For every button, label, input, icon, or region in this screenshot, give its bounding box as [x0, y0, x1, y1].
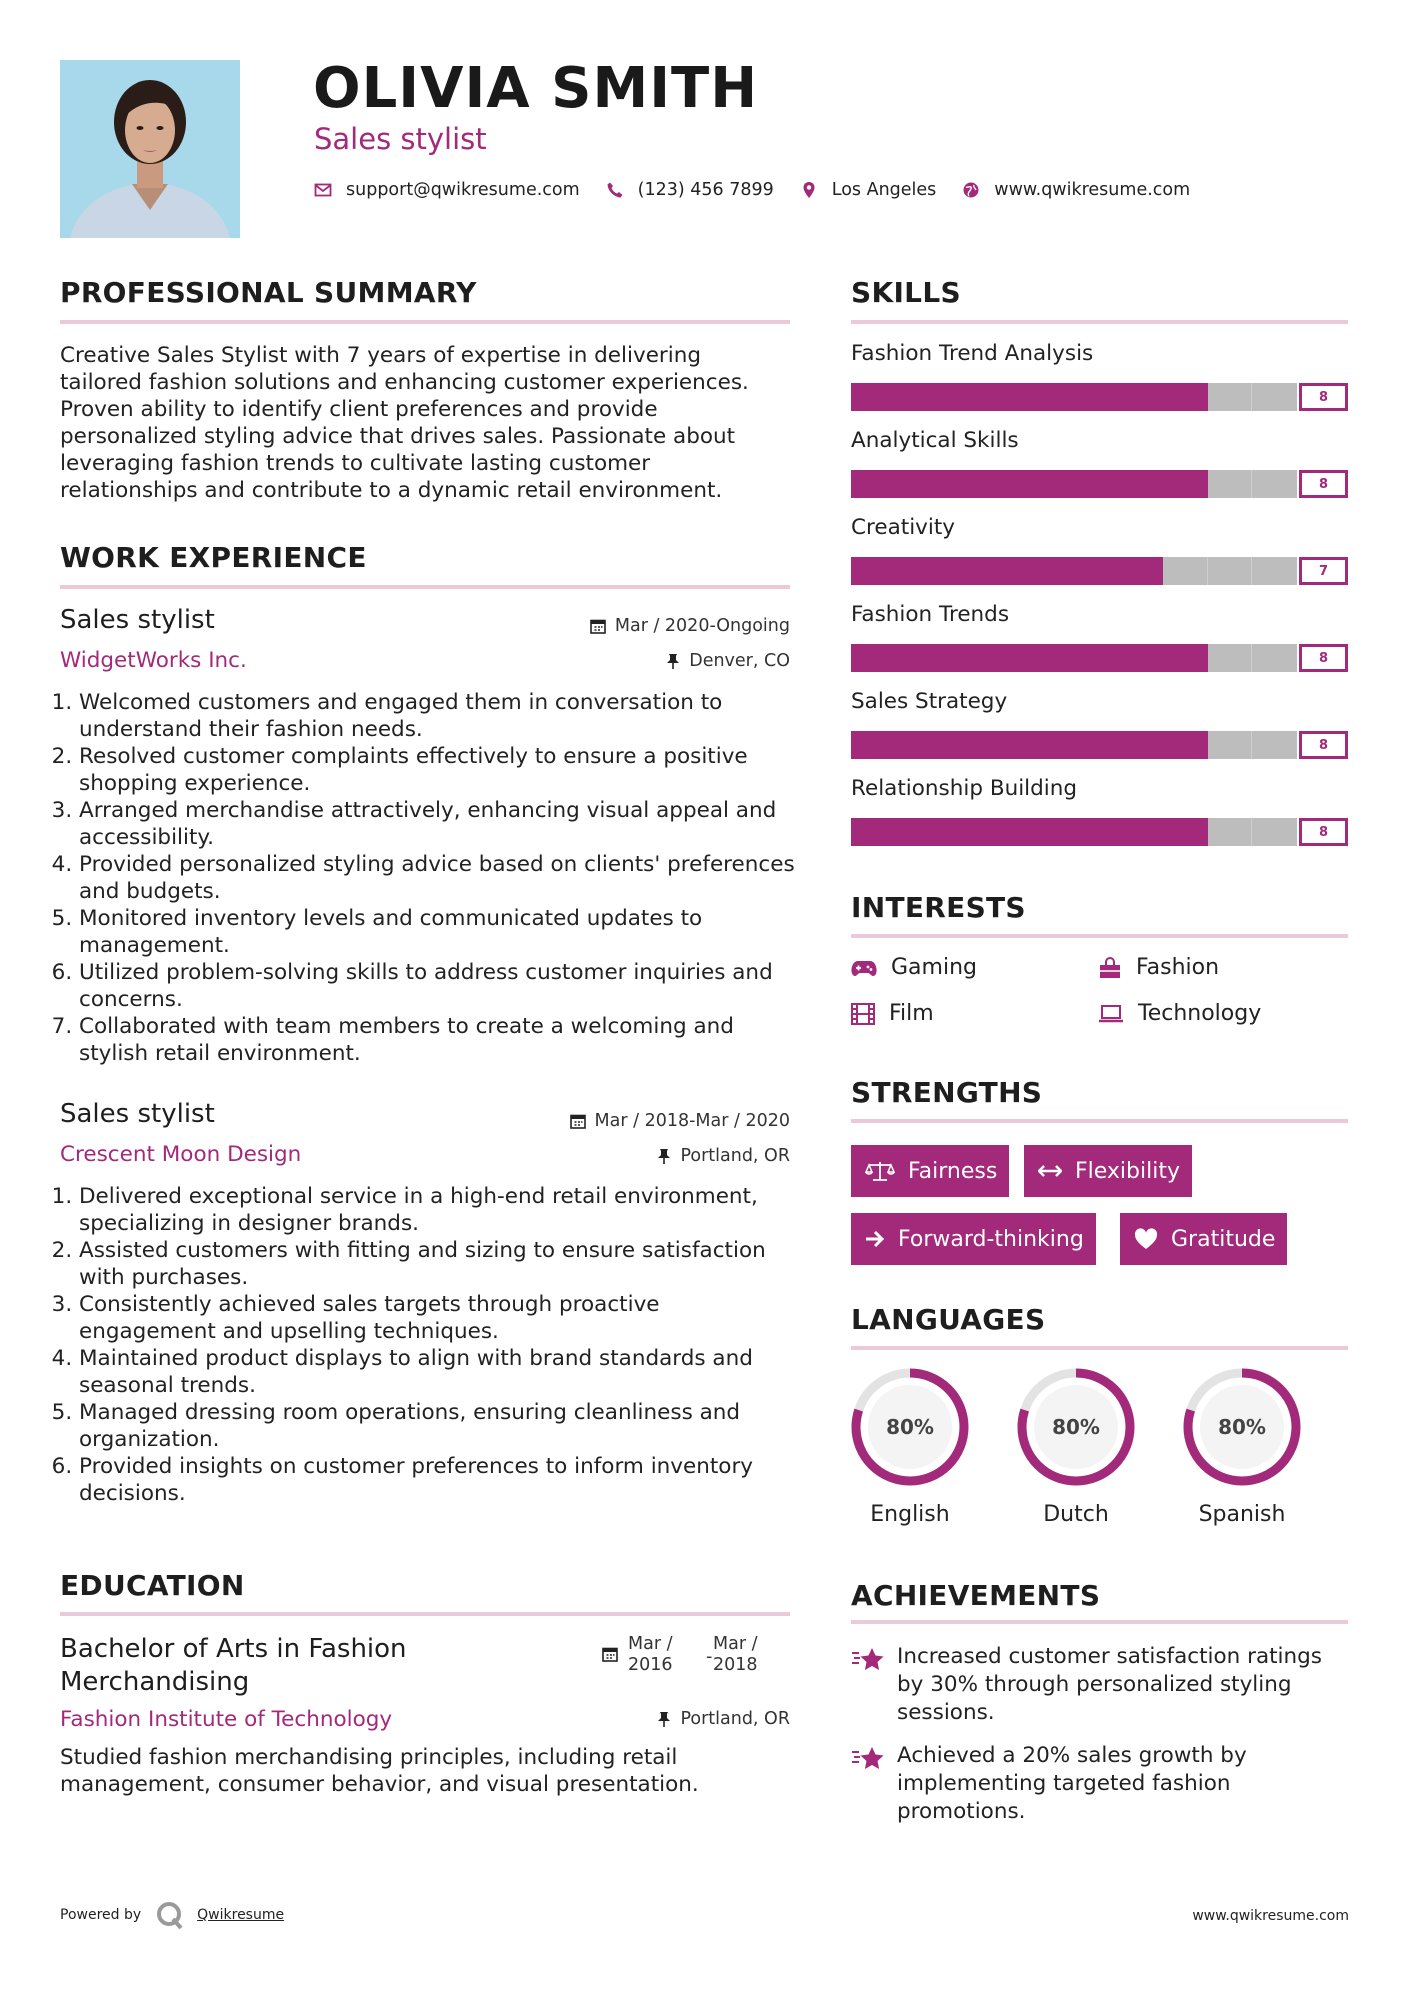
- skill-bar-segment: [851, 557, 896, 585]
- list-item: 3. Arranged merchandise attractively, enhancing visual appeal and accessibility.: [79, 797, 798, 851]
- degree-line: Merchandising: [60, 1667, 250, 1697]
- skill-score: 8: [1299, 731, 1348, 759]
- skill-bar-segment: [1163, 557, 1208, 585]
- skill-bar-segment: [896, 557, 941, 585]
- star-badge-icon: [851, 1647, 885, 1673]
- powered-by-text: Powered by: [60, 1907, 142, 1923]
- education-end-date: [713, 1634, 758, 1676]
- education-location-text: Portland, OR: [680, 1709, 790, 1729]
- contact-location: [800, 180, 937, 200]
- skill-bar-segment: [1074, 731, 1119, 759]
- skill-bar-segment: [1252, 557, 1297, 585]
- skill-bar-segment: [1029, 818, 1074, 846]
- strength-label: Gratitude: [1171, 1226, 1276, 1252]
- interest-label: Fashion: [1136, 955, 1220, 980]
- phone-text: (123) 456 7899: [637, 180, 774, 200]
- candidate-title: Sales stylist: [314, 122, 487, 156]
- education-line: management, consumer behavior, and visual presentation.: [60, 1772, 699, 1797]
- interest-label: Technology: [1138, 1001, 1262, 1026]
- summary-heading: PROFESSIONAL SUMMARY: [60, 276, 477, 309]
- arrow-right-icon: [865, 1230, 885, 1248]
- strength-gratitude: [1120, 1213, 1287, 1265]
- education-date-icon: [602, 1646, 618, 1666]
- list-item: 6. Utilized problem-solving skills to address customer inquiries and concerns.: [79, 959, 798, 1013]
- summary-line: relationships and contribute to a dynamic retail environment.: [60, 478, 723, 503]
- skill-bar-segment: [1163, 470, 1208, 498]
- skill-bar: [851, 818, 1297, 846]
- skill-bar: [851, 644, 1297, 672]
- job-location: [666, 651, 790, 671]
- skill-bar-segment: [1208, 557, 1253, 585]
- summary-line: tailored fashion solutions and enhancing customer experiences.: [60, 370, 749, 395]
- skill-name: Fashion Trend Analysis: [851, 341, 1094, 366]
- skill-bar: [851, 470, 1297, 498]
- list-item: 1. Delivered exceptional service in a high-end retail environment, specializing in designer brands.: [79, 1183, 798, 1237]
- skill-bar-segment: [1119, 470, 1164, 498]
- language-ring-graphic: [848, 1365, 972, 1489]
- heart-icon: [1134, 1228, 1158, 1250]
- skill-bar-segment: [1252, 818, 1297, 846]
- achievement-line: promotions.: [897, 1799, 1026, 1824]
- achievement-item: [851, 1643, 1351, 1733]
- skill-score: 8: [1299, 818, 1348, 846]
- languages-heading: LANGUAGES: [851, 1303, 1046, 1336]
- date-part: 2016: [628, 1655, 673, 1675]
- degree-title: [60, 1633, 407, 1699]
- skill-bar-segment: [985, 731, 1030, 759]
- skill-bar-segment: [1029, 557, 1074, 585]
- skill-bar-segment: [851, 731, 896, 759]
- job-duties: [53, 1183, 798, 1507]
- interest-technology: [1098, 1001, 1261, 1026]
- language-name: Spanish: [1198, 1502, 1286, 1527]
- skill-bar-segment: [1252, 470, 1297, 498]
- strength-label: Fairness: [908, 1158, 998, 1184]
- list-item: 3. Consistently achieved sales targets through proactive engagement and upselling techniques.: [79, 1291, 798, 1345]
- candidate-name: OLIVIA SMITH: [313, 56, 759, 121]
- list-item: 5. Managed dressing room operations, ensuring cleanliness and organization.: [79, 1399, 798, 1453]
- contact-phone[interactable]: [606, 180, 774, 200]
- date-part: 2018: [713, 1655, 758, 1675]
- skill-bar-segment: [1252, 731, 1297, 759]
- interests-heading: INTERESTS: [851, 891, 1026, 924]
- language-percent: 80%: [886, 1415, 934, 1439]
- interests-rule: [851, 934, 1348, 938]
- skill-bar-segment: [896, 383, 941, 411]
- job-date: [570, 1111, 790, 1131]
- list-item: 4. Provided personalized styling advice based on clients' preferences and budgets.: [79, 851, 798, 905]
- summary-text: [60, 342, 800, 504]
- languages-rule: [851, 1346, 1348, 1350]
- gamepad-icon: [851, 959, 877, 977]
- film-icon: [851, 1003, 875, 1025]
- achievement-line: implementing targeted fashion: [897, 1771, 1231, 1796]
- interest-gaming: [851, 955, 977, 980]
- skill-bar-segment: [1074, 818, 1119, 846]
- skill-bar-segment: [1119, 383, 1164, 411]
- skill-score: 8: [1299, 383, 1348, 411]
- email-text: support@qwikresume.com: [346, 180, 580, 200]
- job-company: Crescent Moon Design: [60, 1142, 302, 1167]
- education-heading: EDUCATION: [60, 1569, 245, 1602]
- skill-bar-segment: [1163, 644, 1208, 672]
- list-item: 1. Welcomed customers and engaged them in conversation to understand their fashion needs.: [79, 689, 798, 743]
- strength-fairness: [851, 1145, 1009, 1197]
- interest-film: [851, 1001, 934, 1026]
- list-item: 7. Collaborated with team members to create a welcoming and stylish retail environment.: [79, 1013, 798, 1067]
- strength-label: Flexibility: [1075, 1158, 1180, 1184]
- skill-bar-segment: [1074, 557, 1119, 585]
- date-part: Mar /: [628, 1634, 673, 1654]
- skill-score: 8: [1299, 644, 1348, 672]
- achievement-item: [851, 1742, 1351, 1832]
- skill-bar-segment: [1252, 383, 1297, 411]
- balance-scale-icon: [865, 1160, 895, 1182]
- skill-bar-segment: [985, 470, 1030, 498]
- education-start-date: [628, 1634, 673, 1676]
- map-pin-icon: [800, 181, 818, 199]
- skills-heading: SKILLS: [851, 276, 961, 309]
- footer-website[interactable]: www.qwikresume.com: [1192, 1908, 1349, 1924]
- list-item: 6. Provided insights on customer preferences to inform inventory decisions.: [79, 1453, 798, 1507]
- achievement-line: sessions.: [897, 1700, 995, 1725]
- language-ring-graphic: [1180, 1365, 1304, 1489]
- education-description: [60, 1744, 800, 1798]
- strength-label: Forward-thinking: [898, 1226, 1084, 1252]
- language-ring: [848, 1365, 972, 1489]
- footer-brand-link[interactable]: Qwikresume: [197, 1907, 285, 1923]
- website-text: www.qwikresume.com: [994, 180, 1191, 200]
- skill-bar-segment: [1119, 731, 1164, 759]
- skill-bar: [851, 557, 1297, 585]
- skill-bar-segment: [1208, 644, 1253, 672]
- job-date-text: Mar / 2018-Mar / 2020: [594, 1111, 790, 1131]
- strength-forward-thinking: [851, 1213, 1096, 1265]
- skill-bar-segment: [940, 731, 985, 759]
- list-item: 5. Monitored inventory levels and communicated updates to management.: [79, 905, 798, 959]
- education-location: [657, 1709, 790, 1729]
- skill-name: Sales Strategy: [851, 689, 1008, 714]
- language-ring-graphic: [1014, 1365, 1138, 1489]
- strength-flexibility: [1024, 1145, 1192, 1197]
- qwikresume-logo-icon: [155, 1900, 185, 1930]
- achievement-line: Increased customer satisfaction ratings: [897, 1644, 1323, 1669]
- skill-bar-segment: [1029, 644, 1074, 672]
- contact-email[interactable]: [314, 180, 580, 200]
- skill-bar-segment: [1119, 644, 1164, 672]
- skill-bar-segment: [985, 818, 1030, 846]
- summary-line: Creative Sales Stylist with 7 years of expertise in delivering: [60, 343, 702, 368]
- language-ring: [1014, 1365, 1138, 1489]
- pushpin-icon: [666, 653, 680, 669]
- skill-bar-segment: [1163, 731, 1208, 759]
- skill-bar-segment: [1163, 818, 1208, 846]
- achievement-text: [897, 1643, 1347, 1727]
- skill-bar-segment: [1119, 557, 1164, 585]
- skill-score: 7: [1299, 557, 1348, 585]
- summary-rule: [60, 320, 790, 324]
- profile-photo: [60, 60, 240, 238]
- skill-bar-segment: [940, 557, 985, 585]
- job-location-text: Portland, OR: [680, 1146, 790, 1166]
- job-date-text: Mar / 2020-Ongoing: [614, 616, 790, 636]
- strengths-rule: [851, 1119, 1348, 1123]
- pushpin-icon: [657, 1711, 671, 1727]
- skill-bar-segment: [1029, 731, 1074, 759]
- skill-bar-segment: [896, 470, 941, 498]
- skill-bar-segment: [1119, 818, 1164, 846]
- strengths-heading: STRENGTHS: [851, 1076, 1043, 1109]
- skill-name: Fashion Trends: [851, 602, 1010, 627]
- contact-bar: [314, 180, 1216, 200]
- work-heading: WORK EXPERIENCE: [60, 541, 367, 574]
- globe-icon: [962, 181, 980, 199]
- footer-powered-by: [60, 1900, 284, 1930]
- skill-name: Analytical Skills: [851, 428, 1019, 453]
- achievement-line: by 30% through personalized styling: [897, 1672, 1292, 1697]
- list-item: 2. Assisted customers with fitting and sizing to ensure satisfaction with purchases.: [79, 1237, 798, 1291]
- skill-score: 8: [1299, 470, 1348, 498]
- interest-label: Film: [889, 1001, 934, 1026]
- interest-label: Gaming: [891, 955, 977, 980]
- arrows-horizontal-icon: [1038, 1164, 1062, 1178]
- job-location: [657, 1146, 790, 1166]
- skill-name: Relationship Building: [851, 776, 1078, 801]
- skill-bar-segment: [1208, 818, 1253, 846]
- language-name: English: [870, 1502, 950, 1527]
- skill-bar-segment: [851, 383, 896, 411]
- skill-name: Creativity: [851, 515, 956, 540]
- skill-bar-segment: [940, 644, 985, 672]
- job-title: Sales stylist: [60, 1099, 215, 1129]
- skill-bar-segment: [1074, 470, 1119, 498]
- date-separator: -: [706, 1647, 713, 1667]
- skill-bar-segment: [1074, 644, 1119, 672]
- contact-website[interactable]: [962, 180, 1190, 200]
- summary-line: leveraging fashion trends to cultivate lasting customer: [60, 451, 651, 476]
- education-rule: [60, 1612, 790, 1616]
- skill-bar-segment: [940, 818, 985, 846]
- achievement-text: [897, 1742, 1347, 1826]
- date-part: Mar /: [713, 1634, 758, 1654]
- education-line: Studied fashion merchandising principles, including retail: [60, 1745, 678, 1770]
- calendar-icon: [590, 618, 606, 634]
- language-name: Dutch: [1043, 1502, 1109, 1527]
- skills-rule: [851, 320, 1348, 324]
- skill-bar-segment: [1029, 383, 1074, 411]
- skill-bar-segment: [1074, 383, 1119, 411]
- phone-icon: [606, 181, 624, 199]
- star-badge-icon: [851, 1746, 885, 1772]
- summary-line: personalized styling advice that drives sales. Passionate about: [60, 424, 736, 449]
- list-item: 2. Resolved customer complaints effectively to ensure a positive shopping experience.: [79, 743, 798, 797]
- skill-bar-segment: [1029, 470, 1074, 498]
- work-rule: [60, 585, 790, 589]
- job-date: [590, 616, 790, 636]
- skill-bar-segment: [851, 818, 896, 846]
- skill-bar-segment: [1163, 383, 1208, 411]
- calendar-icon: [602, 1646, 618, 1662]
- language-ring: [1180, 1365, 1304, 1489]
- laptop-icon: [1098, 1004, 1124, 1024]
- summary-line: Proven ability to identify client preferences and provide: [60, 397, 658, 422]
- skill-bar: [851, 383, 1297, 411]
- job-title: Sales stylist: [60, 605, 215, 635]
- job-duties: [53, 689, 798, 1067]
- skill-bar-segment: [1252, 644, 1297, 672]
- skill-bar-segment: [985, 644, 1030, 672]
- skill-bar-segment: [985, 383, 1030, 411]
- skill-bar-segment: [1208, 383, 1253, 411]
- achievements-heading: ACHIEVEMENTS: [851, 1579, 1101, 1612]
- shopping-bag-icon: [1098, 957, 1122, 979]
- calendar-icon: [570, 1113, 586, 1129]
- list-item: 4. Maintained product displays to align with brand standards and seasonal trends.: [79, 1345, 798, 1399]
- skill-bar-segment: [1208, 731, 1253, 759]
- skill-bar-segment: [896, 818, 941, 846]
- location-text: Los Angeles: [831, 180, 937, 200]
- skill-bar-segment: [851, 644, 896, 672]
- job-company: WidgetWorks Inc.: [60, 648, 247, 673]
- skill-bar-segment: [985, 557, 1030, 585]
- skill-bar-segment: [896, 644, 941, 672]
- skill-bar-segment: [940, 470, 985, 498]
- envelope-icon: [314, 181, 332, 199]
- skill-bar-segment: [851, 470, 896, 498]
- job-location-text: Denver, CO: [689, 651, 790, 671]
- school-name: Fashion Institute of Technology: [60, 1707, 393, 1732]
- skill-bar: [851, 731, 1297, 759]
- skill-bar-segment: [940, 383, 985, 411]
- skill-bar-segment: [1208, 470, 1253, 498]
- language-percent: 80%: [1218, 1415, 1266, 1439]
- skill-bar-segment: [896, 731, 941, 759]
- interest-fashion: [1098, 955, 1219, 980]
- degree-line: Bachelor of Arts in Fashion: [60, 1634, 407, 1664]
- achievements-rule: [851, 1620, 1348, 1624]
- achievement-line: Achieved a 20% sales growth by: [897, 1743, 1247, 1768]
- language-percent: 80%: [1052, 1415, 1100, 1439]
- pushpin-icon: [657, 1148, 671, 1164]
